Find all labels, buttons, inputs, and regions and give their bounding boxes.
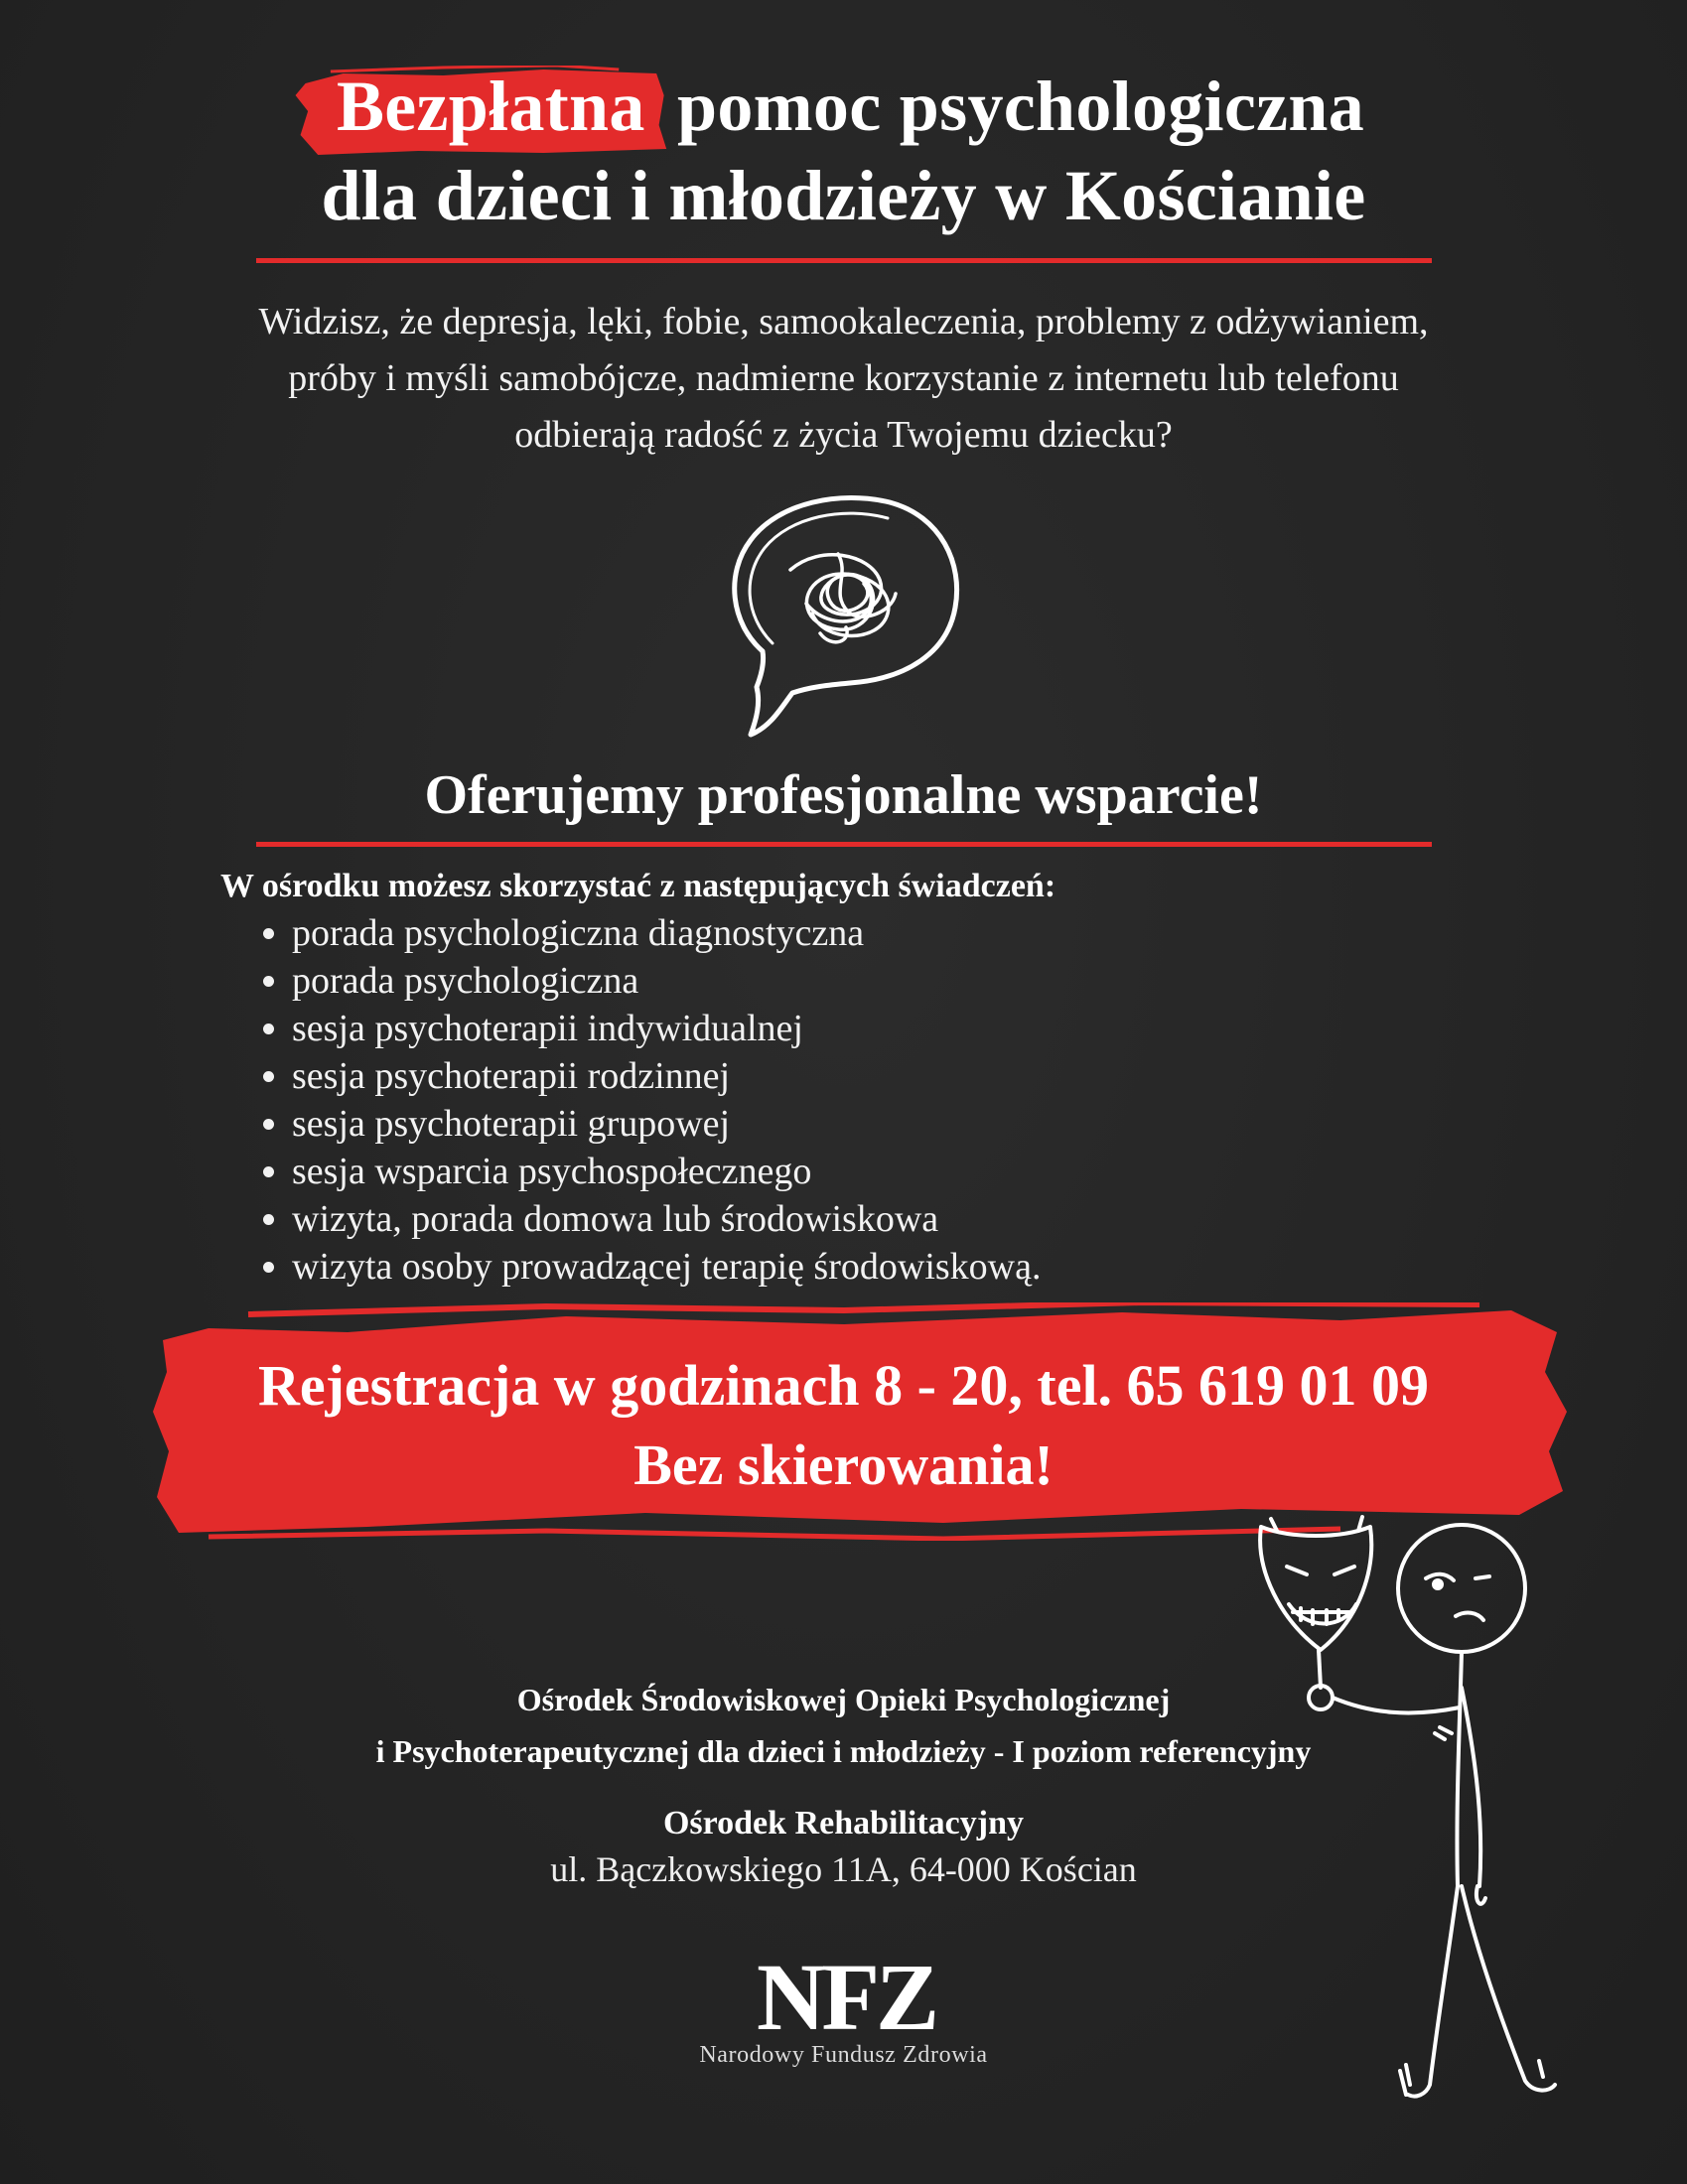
service-item: • wizyta, porada domowa lub środowiskowa bbox=[292, 1195, 1041, 1243]
nfz-caption: Narodowy Fundusz Zdrowia bbox=[699, 2042, 988, 2068]
organization-line-2: i Psychoterapeutycznej dla dzieci i młodzieży - I poziom referencyjny bbox=[375, 1733, 1312, 1769]
title-highlight: Bezpłatna bbox=[323, 62, 659, 151]
title-line-2: dla dzieci i młodzieży w Kościanie bbox=[321, 156, 1366, 235]
registration-text bbox=[0, 1346, 1687, 1505]
intro-line-3: odbierają radość z życia Twojemu dziecku? bbox=[514, 414, 1173, 456]
offer-heading: Oferujemy profesjonalne wsparcie! bbox=[424, 764, 1263, 826]
intro-line-1: Widzisz, że depresja, lęki, fobie, samookaleczenia, problemy z odżywianiem, bbox=[258, 301, 1429, 342]
service-item: • sesja psychoterapii indywidualnej bbox=[292, 1005, 1041, 1052]
service-item: • sesja psychoterapii grupowej bbox=[292, 1100, 1041, 1148]
address: ul. Bączkowskiego 11A, 64-000 Kościan bbox=[550, 1849, 1137, 1889]
service-item: • sesja wsparcia psychospołecznego bbox=[292, 1148, 1041, 1195]
title-line-1 bbox=[0, 62, 1687, 151]
rehab-center-title: Ośrodek Rehabilitacyjny bbox=[662, 1805, 1024, 1842]
page-title bbox=[0, 62, 1687, 240]
nfz-logo-text: NFZ bbox=[757, 1946, 935, 2037]
services-lead: W ośrodku możesz skorzystać z następujących świadczeń: bbox=[220, 868, 1056, 904]
intro-text bbox=[0, 294, 1687, 464]
stick-figure-with-mask-icon bbox=[1231, 1509, 1638, 2105]
tangled-thoughts-speech-bubble-icon bbox=[721, 484, 965, 741]
service-item: • porada psychologiczna diagnostyczna bbox=[292, 909, 1041, 957]
title-rest: pomoc psychologiczna bbox=[677, 67, 1365, 146]
offer-divider bbox=[256, 842, 1432, 847]
organization-line-1: Ośrodek Środowiskowej Opieki Psychologicznej bbox=[516, 1682, 1171, 1717]
registration-hours-phone: Rejestracja w godzinach 8 - 20, tel. 65 619 01 09 bbox=[257, 1353, 1430, 1418]
service-item: • wizyta osoby prowadzącej terapię środowiskową. bbox=[292, 1243, 1041, 1291]
nfz-logo bbox=[731, 1946, 961, 2037]
title-divider bbox=[256, 258, 1432, 263]
intro-line-2: próby i myśli samobójcze, nadmierne korzystanie z internetu lub telefonu bbox=[288, 357, 1399, 399]
no-referral-note: Bez skierowania! bbox=[633, 1433, 1054, 1497]
service-item: • porada psychologiczna bbox=[292, 957, 1041, 1005]
service-item: • sesja psychoterapii rodzinnej bbox=[292, 1052, 1041, 1100]
services-list bbox=[256, 909, 1041, 1291]
